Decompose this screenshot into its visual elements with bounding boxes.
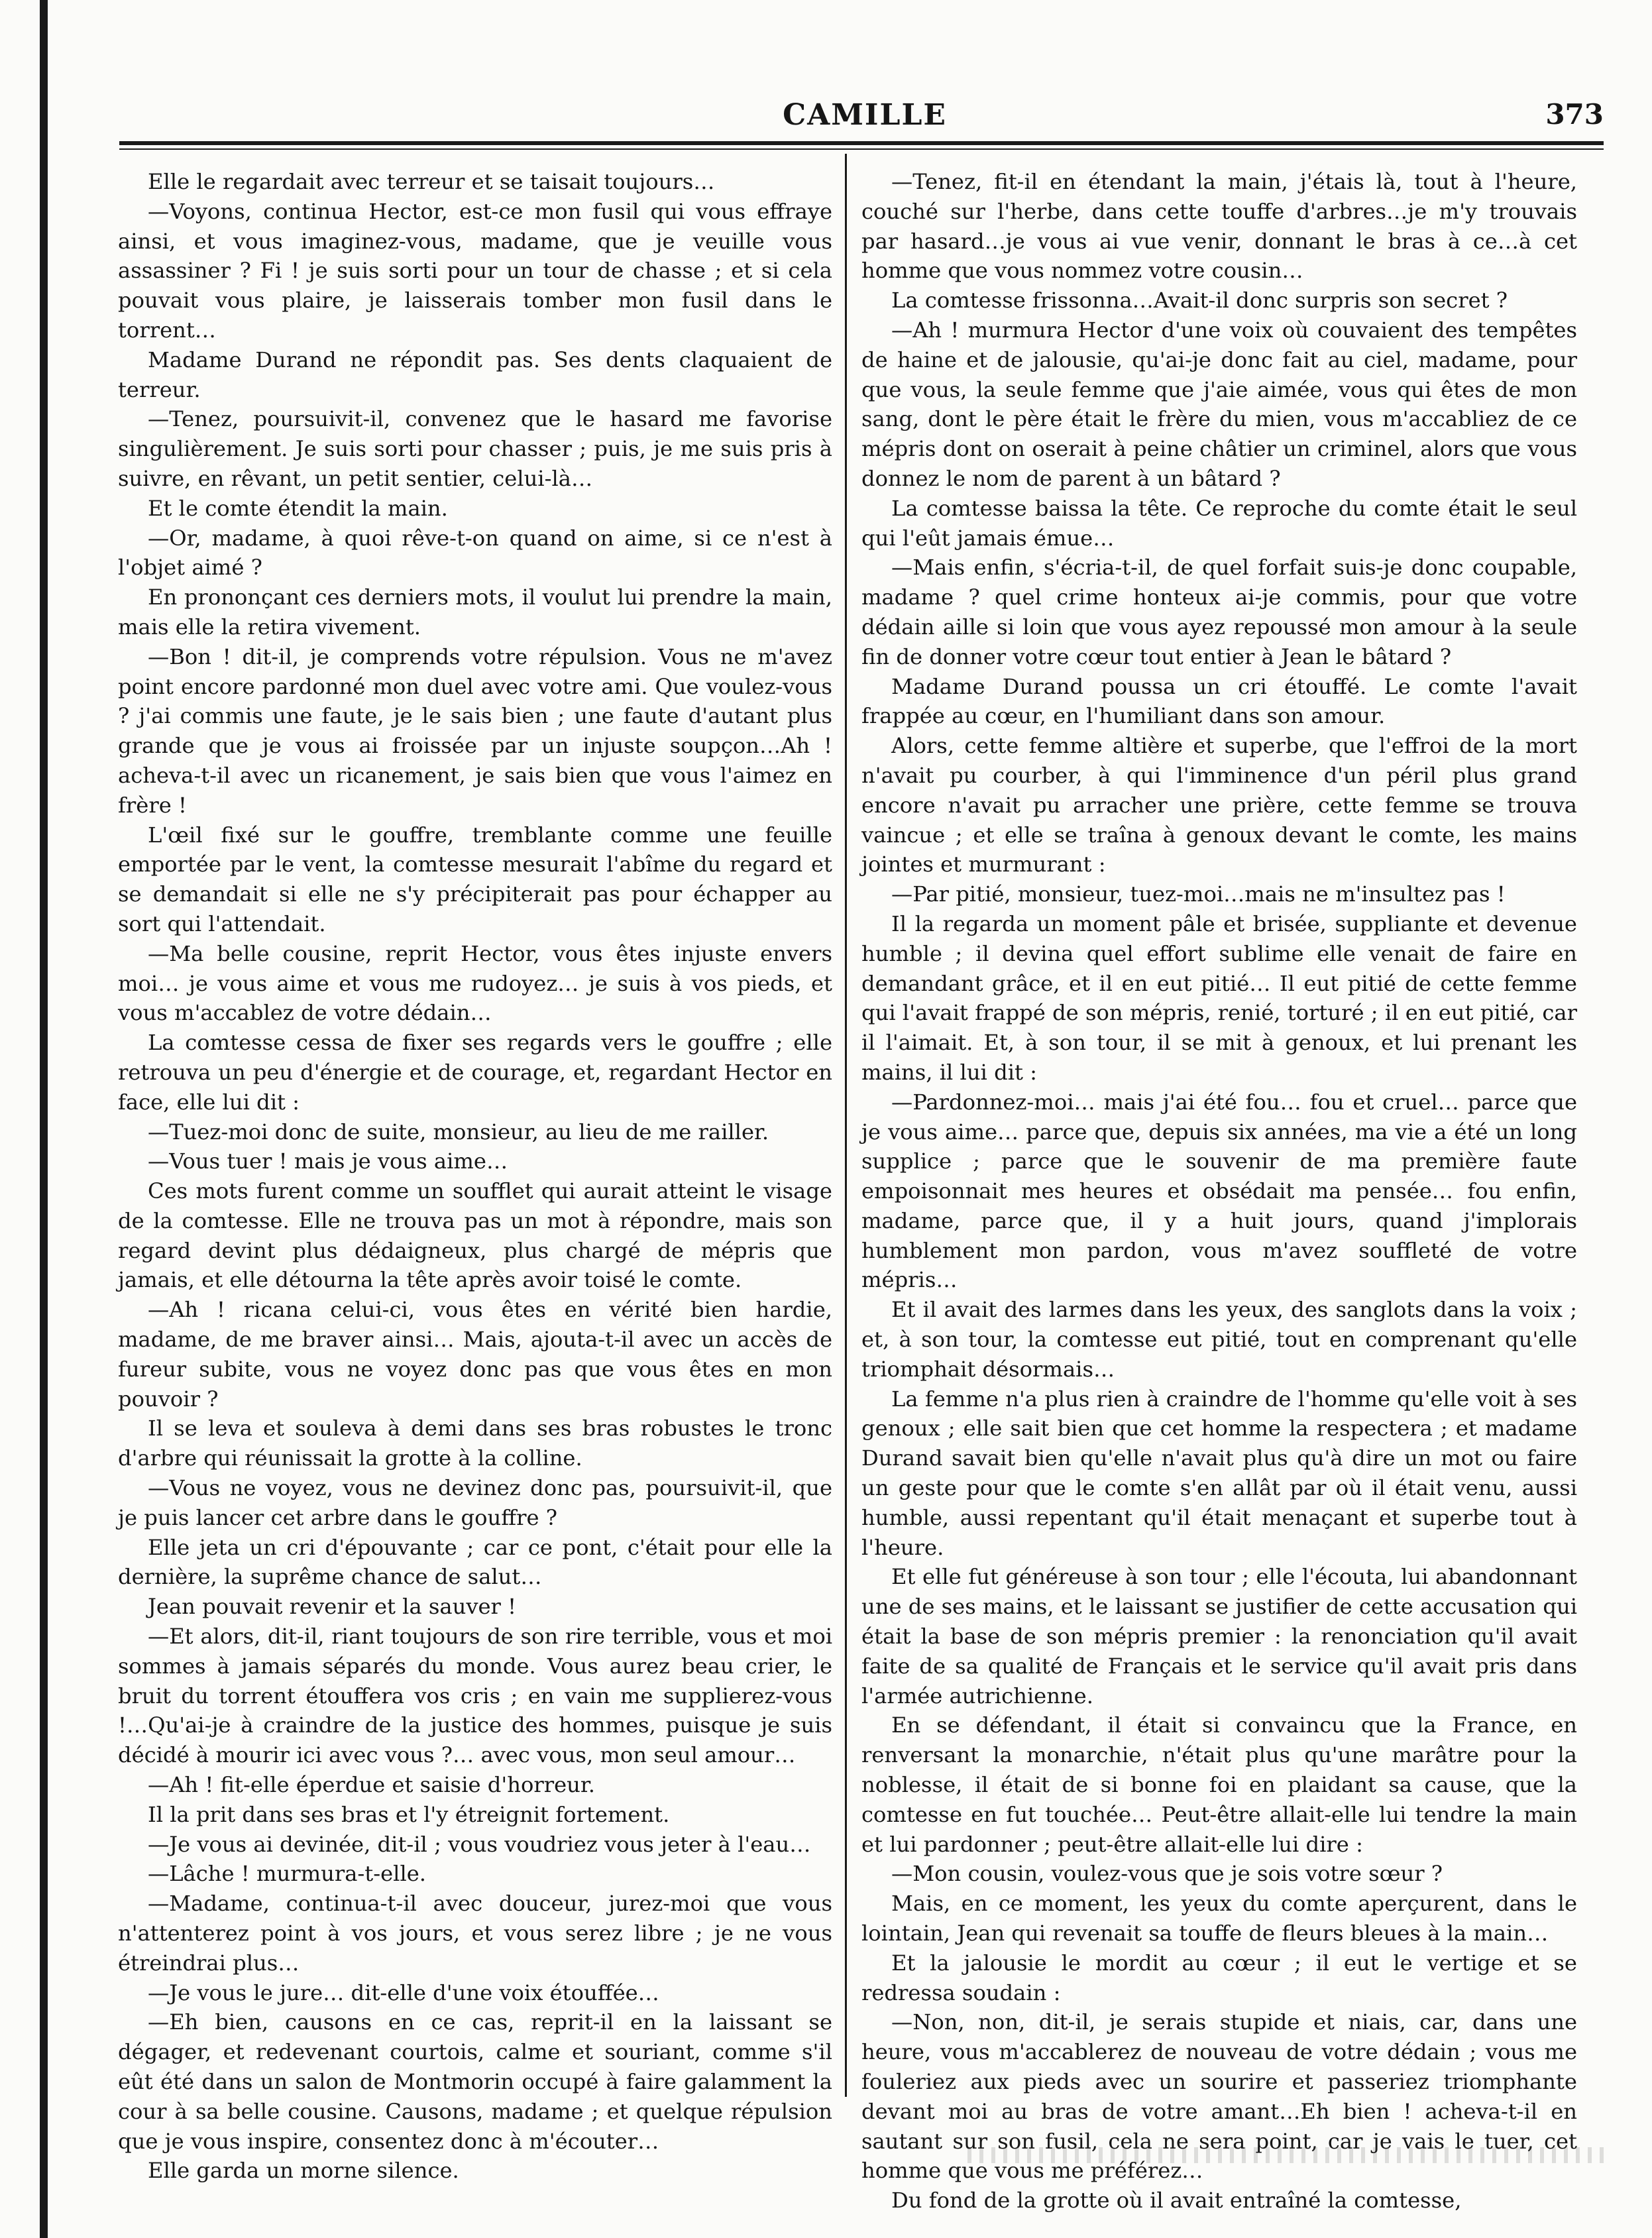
right-column (861, 167, 1577, 2215)
paragraph: —Non, non, dit-il, je serais stupide et niais, car, dans une heure, vous m'accablerez de nouveau de votre dédain ; vous me fouleriez aux pieds avec un sourire et passeriez triomphante devant moi au bras de votre amant…Eh bien ! acheva-t-il en sautant sur son fusil, cela ne sera point, car je vais le tuer, cet homme que vous me préférez… (861, 2009, 1577, 2184)
paragraph: —Tuez-moi donc de suite, monsieur, au lieu de me railler. (148, 1119, 769, 1145)
column-divider (845, 154, 847, 2097)
paragraph: Madame Durand poussa un cri étouffé. Le comte l'avait frappée au cœur, en l'humiliant dans son amour. (861, 673, 1577, 729)
paragraph: L'œil fixé sur le gouffre, tremblante comme une feuille emportée par le vent, la comtesse mesurait l'abîme du regard et se demandait si elle ne s'y précipiterait pas pour échapper au sort qui l'attendait. (118, 822, 832, 936)
paragraph: Et le comte étendit la main. (148, 495, 448, 521)
paragraph: —Bon ! dit-il, je comprends votre répulsion. Vous ne m'avez point encore pardonné mon duel avec votre ami. Que voulez-vous ? j'ai commis une faute, je le sais bien ; une faute d'autant plus grande que je vous ai froissée par un injuste soupçon…Ah ! acheva-t-il avec un ricanement, je sais bien que vous l'aimez en frère ! (118, 643, 832, 818)
running-title: CAMILLE (783, 98, 947, 132)
paragraph: Il se leva et souleva à demi dans ses bras robustes le tronc d'arbre qui réunissait la grotte à la colline. (118, 1416, 832, 1471)
paragraph: En se défendant, il était si convaincu que la France, en renversant la monarchie, n'était plus qu'une marâtre pour la noblesse, il était de si bonne foi en plaidant sa cause, que la comtesse en fut touchée… Peut-être allait-elle lui tendre la main et lui pardonner ; peut-être allait-elle lui dire : (861, 1712, 1577, 1857)
paragraph: —Eh bien, causons en ce cas, reprit-il en la laissant se dégager, et redevenant courtois, calme et souriant, comme s'il eût été dans un salon de Montmorin occupé à faire galamment la cour à sa belle cousine. Causons, madame ; et quelque répulsion que je vous inspire, consentez donc à m'écouter… (118, 2009, 832, 2154)
paragraph: La femme n'a plus rien à craindre de l'homme qu'elle voit à ses genoux ; elle sait bien que cet homme la respectera ; et madame Durand savait bien qu'elle n'avait plus qu'à dire un mot ou faire un geste pour que le comte s'en allât par où il était venu, aussi humble, aussi repentant qu'il était menaçant et superbe tout à l'heure. (861, 1386, 1577, 1560)
paragraph: Et il avait des larmes dans les yeux, des sanglots dans la voix ; et, à son tour, la comtesse eut pitié, tout en comprenant qu'elle triomphait désormais… (861, 1297, 1577, 1382)
running-header (126, 98, 1604, 138)
paragraph: Elle jeta un cri d'épouvante ; car ce pont, c'était pour elle la dernière, la suprême chance de salut… (118, 1534, 832, 1590)
paragraph: —Ah ! murmura Hector d'une voix où couvaient des tempêtes de haine et de jalousie, qu'ai-je donc fait au ciel, madame, pour que vous, la seule femme que j'aie aimée, vous qui êtes de mon sang, dont le père était le frère du mien, vous m'accabliez de ce mépris dont on oserait à peine châtier un criminel, alors que vous donnez le nom de parent à un bâtard ? (861, 317, 1577, 491)
page-number: 373 (1545, 98, 1604, 131)
paragraph: Jean pouvait revenir et la sauver ! (148, 1594, 517, 1620)
paragraph: Alors, cette femme altière et superbe, que l'effroi de la mort n'avait pu courber, à qui l'imminence d'un péril plus grand encore n'avait pu arracher une prière, cette femme se trouva vaincue ; et elle se traîna à genoux devant le comte, les mains jointes et murmurant : (861, 733, 1577, 877)
paragraph: Et elle fut généreuse à son tour ; elle l'écouta, lui abandonnant une de ses mains, et le laissant se justifier de cette accusation qui était la base de son mépris premier : la renonciation qu'il avait faite de sa qualité de Français et le service qu'il avait pris dans l'armée autrichienne. (861, 1564, 1577, 1708)
paragraph: —Voyons, continua Hector, est-ce mon fusil qui vous effraye ainsi, et vous imaginez-vous, madame, que je veuille vous assassiner ? Fi ! je suis sorti pour un tour de chasse ; et si cela pouvait vous plaire, je laisserais tomber mon fusil dans le torrent… (118, 198, 832, 343)
paragraph: —Vous tuer ! mais je vous aime… (148, 1148, 508, 1174)
paragraph: Du fond de la grotte où il avait entraîné la comtesse, (891, 2188, 1462, 2213)
paragraph: Madame Durand ne répondit pas. Ses dents claquaient de terreur. (118, 347, 832, 402)
paragraph: —Ma belle cousine, reprit Hector, vous êtes injuste envers moi… je vous aime et vous me rudoyez… je suis à vos pieds, et vous m'accablez de votre dédain… (118, 940, 832, 1026)
paragraph: —Je vous le jure… dit-elle d'une voix étouffée… (148, 1980, 659, 2005)
header-rule-thin (119, 148, 1604, 150)
paragraph: Il la regarda un moment pâle et brisée, suppliante et devenue humble ; il devina quel effort sublime elle venait de faire en demandant grâce, et il en eut pitié… Il eut pitié de cette femme qui l'avait frappé de son mépris, renié, torturé ; il en eut pitié, car il l'aimait. Et, à son tour, il se mit à genoux, et lui prenant les mains, il lui dit : (861, 911, 1577, 1085)
left-column (118, 167, 832, 2186)
paragraph: Il la prit dans ses bras et l'y étreignit fortement. (148, 1801, 670, 1827)
paragraph: —Mon cousin, voulez-vous que je sois votre sœur ? (891, 1861, 1443, 1887)
paragraph: Elle le regardait avec terreur et se taisait toujours… (148, 169, 715, 194)
paragraph: —Je vous ai devinée, dit-il ; vous voudriez vous jeter à l'eau… (148, 1831, 811, 1857)
paragraph: —Et alors, dit-il, riant toujours de son rire terrible, vous et moi sommes à jamais séparés du monde. Vous aurez beau crier, le bruit du torrent étouffera vos cris ; en vain me supplierez-vous !…Qu'ai-je à craindre de la justice des hommes, puisque je suis décidé à mourir ici avec vous ?… avec vous, mon seul amour… (118, 1624, 832, 1768)
paragraph: —Vous ne voyez, vous ne devinez donc pas, poursuivit-il, que je puis lancer cet arbre dans le gouffre ? (118, 1475, 832, 1530)
paragraph: En prononçant ces derniers mots, il voulut lui prendre la main, mais elle la retira vivement. (118, 585, 832, 640)
page-edge-shadow (40, 0, 48, 2238)
paragraph: —Ah ! ricana celui-ci, vous êtes en vérité bien hardie, madame, de me braver ainsi… Mais, ajouta-t-il avec un accès de fureur subite, vous ne voyez donc pas que vous êtes en mon pouvoir ? (118, 1297, 832, 1412)
paragraph: —Madame, continua-t-il avec douceur, jurez-moi que vous n'attenterez point à vos jours, et vous serez libre ; je ne vous étreindrai plus… (118, 1891, 832, 1976)
paragraph: —Tenez, fit-il en étendant la main, j'étais là, tout à l'heure, couché sur l'herbe, dans cette touffe d'arbres…je m'y trouvais par hasard…je vous ai vue venir, donnant le bras à ce…à cet homme que vous nommez votre cousin… (861, 169, 1577, 284)
paragraph: La comtesse frissonna…Avait-il donc surpris son secret ? (891, 288, 1508, 313)
paragraph: Et la jalousie le mordit au cœur ; il eut le vertige et se redressa soudain : (861, 1950, 1577, 2005)
paragraph: —Mais enfin, s'écria-t-il, de quel forfait suis-je donc coupable, madame ? quel crime honteux ai-je commis, pour que votre dédain aille si loin que vous ayez repoussé mon amour à la seule fin de donner votre cœur tout entier à Jean le bâtard ? (861, 555, 1577, 669)
paragraph: —Ah ! fit-elle éperdue et saisie d'horreur. (148, 1772, 595, 1798)
paragraph: La comtesse baissa la tête. Ce reproche du comte était le seul qui l'eût jamais émue… (861, 495, 1577, 551)
paragraph: —Or, madame, à quoi rêve-t-on quand on aime, si ce n'est à l'objet aimé ? (118, 525, 832, 581)
paragraph: Mais, en ce moment, les yeux du comte aperçurent, dans le lointain, Jean qui revenait sa touffe de fleurs bleues à la main… (861, 1891, 1577, 1946)
paragraph: Ces mots furent comme un soufflet qui aurait atteint le visage de la comtesse. Elle ne trouva pas un mot à répondre, mais son regard devint plus dédaigneux, plus chargé de mépris que jamais, et elle détourna la tête après avoir toisé le comte. (118, 1178, 832, 1293)
paragraph: Elle garda un morne silence. (148, 2158, 459, 2184)
paragraph: —Lâche ! murmura-t-elle. (148, 1861, 427, 1887)
print-noise (967, 2147, 1604, 2163)
paragraph: —Tenez, poursuivit-il, convenez que le hasard me favorise singulièrement. Je suis sorti pour chasser ; puis, je me suis pris à suivre, en rêvant, un petit sentier, celui-là… (118, 406, 832, 491)
paragraph: —Pardonnez-moi… mais j'ai été fou… fou et cruel… parce que je vous aime… parce que, depuis six années, ma vie a été un long supplice ; parce que le souvenir de ma première faute empoisonnait mes heures et obsédait ma pensée… fou enfin, madame, parce que, il y a huit jours, quand j'implorais humblement mon pardon, vous m'avez souffleté de votre mépris… (861, 1089, 1577, 1293)
header-rule (119, 141, 1604, 145)
paragraph: La comtesse cessa de fixer ses regards vers le gouffre ; elle retrouva un peu d'énergie et de courage, et, regardant Hector en face, elle lui dit : (118, 1030, 832, 1115)
paragraph: —Par pitié, monsieur, tuez-moi…mais ne m'insultez pas ! (891, 881, 1506, 907)
